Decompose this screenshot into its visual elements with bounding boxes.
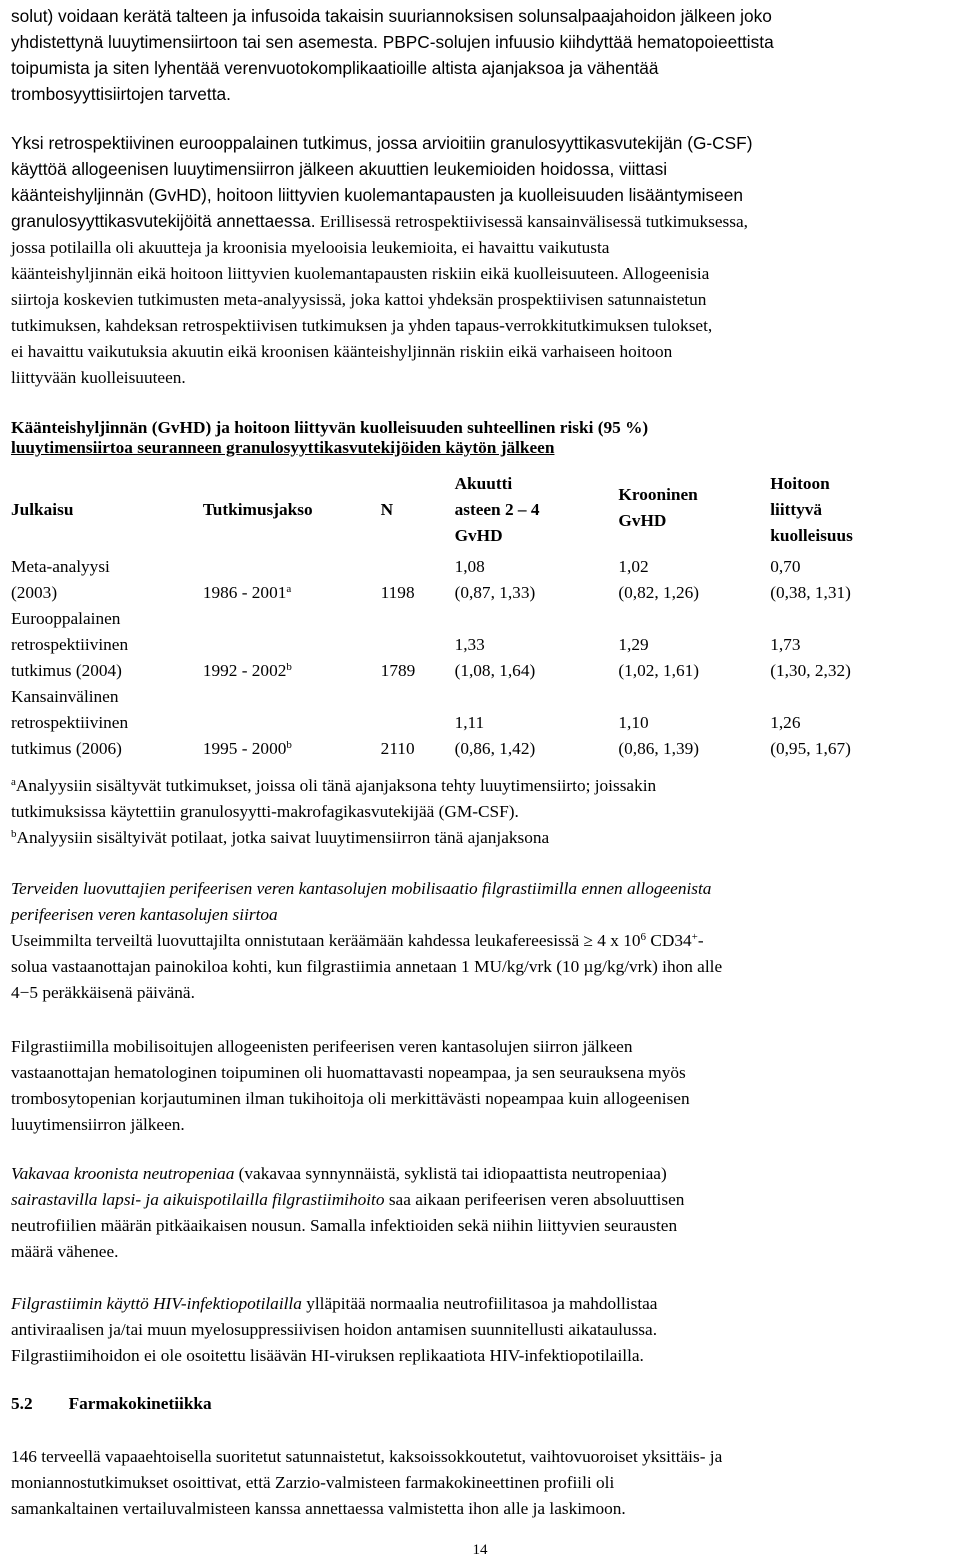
mobilisation-heading: perifeerisen veren kantasolujen siirtoa — [11, 905, 278, 924]
section-number: 5.2 — [11, 1394, 33, 1413]
cell-julkaisu: Eurooppalainen retrospektiivinen tutkimus (2004) — [11, 609, 129, 680]
text-line: trombosyyttisiirtojen tarvetta. — [11, 84, 231, 104]
text-line: antiviraalisen ja/tai muun myelosuppressiivisen hoidon antamisen suunnitellusti aikataulussa. — [11, 1320, 658, 1339]
section-heading — [11, 1394, 212, 1414]
text-line: käyttöä allogeenisen luuytimensiirron jälkeen akuuttien leukemioiden hoidossa, viittasi — [11, 159, 668, 179]
text-line: sairastavilla lapsi- ja aikuispotilailla filgrastiimihoito saa aikaan perifeerisen veren absoluuttisen — [11, 1190, 685, 1209]
text-line: toipumista ja siten lyhentää verenvuotokomplikaatioille altista ajanjaksoa ja vähentää — [11, 58, 659, 78]
table-row — [9, 684, 960, 762]
text-line: määrä vähenee. — [11, 1242, 119, 1261]
text-line: ei havaittu vaikutuksia akuutin eikä kroonisen käänteishyljinnän riskiin eikä varhaiseen hoitoon — [11, 342, 673, 361]
cell-n: 1198 — [380, 583, 415, 602]
text-line: jossa potilailla oli akuutteja ja kroonisia myelooisia leukemioita, ei havaittu vaikutusta — [11, 238, 610, 257]
text-line: 4−5 peräkkäisenä päivänä. — [11, 983, 195, 1002]
text-line: Filgrastiimilla mobilisoitujen allogeenisten perifeerisen veren kantasolujen siirron jälkeen — [11, 1037, 633, 1056]
gvhd-risk-table — [9, 470, 960, 762]
footnote-a: $^a$Analyysiin sisältyvät tutkimukset, joissa oli tänä ajanjaksona tehty luuytimensiirto; joissakin — [11, 776, 657, 795]
cell-julkaisu: Kansainvälinen retrospektiivinen tutkimus (2006) — [11, 687, 129, 758]
text-line: granulosyyttikasvutekijöitä annettaessa. — [11, 211, 316, 231]
table-row — [9, 606, 960, 684]
text-line: käänteishyljinnän eikä hoitoon liittyvien kuolemantapausten riskiin eikä kuolleisuuteen. Allogeenisia — [11, 264, 710, 283]
cell-jakso: 1986 - 2001$^a$ — [202, 583, 292, 602]
cell-akuutti: 1,08 (0,87, 1,33) — [454, 557, 536, 602]
text-line: Filgrastiimin käyttö HIV-infektiopotilailla ylläpitää normaalia neutrofiilitasoa ja mahdollistaa — [11, 1294, 658, 1313]
footnote-b: $^b$Analyysiin sisältyivät potilaat, jotka saivat luuytimensiirron tänä ajanjaksona — [11, 828, 550, 847]
cell-krooninen: 1,29 (1,02, 1,61) — [618, 635, 700, 680]
text-line: moniannostutkimukset osoittivat, että Zarzio-valmisteen farmakokineettinen profiili oli — [11, 1473, 615, 1492]
table-footnotes — [11, 773, 957, 851]
text-line: siirtoja koskevien tutkimusten meta-analyysissä, joka kattoi yhdeksän prospektiivisen satunnaistetun — [11, 290, 707, 309]
footnote-a-cont: tutkimuksissa käytettiin granulosyytti-makrofagikasvutekijää (GM-CSF). — [11, 802, 519, 821]
hiv-paragraph — [11, 1291, 957, 1369]
cell-hoitoon: 0,70 (0,38, 1,31) — [770, 557, 851, 602]
mobilisation-heading: Terveiden luovuttajien perifeerisen veren kantasolujen mobilisaatio filgrastiimilla ennen allogeenista — [11, 879, 712, 898]
cell-jakso: 1992 - 2002$^b$ — [202, 661, 292, 680]
text-line: Yksi retrospektiivinen eurooppalainen tutkimus, jossa arvioitiin granulosyyttikasvutekijän (G-CSF) — [11, 133, 753, 153]
cell-julkaisu: Meta-analyysi (2003) — [11, 557, 110, 602]
text-line: 146 terveellä vapaaehtoisella suoritetut satunnaistetut, kaksoissokkoutetut, vaihtovuoroiset yksittäis- ja — [11, 1447, 723, 1466]
table-header-row — [9, 470, 960, 550]
pharmacokinetics-paragraph — [11, 1444, 957, 1522]
text-line: solut) voidaan kerätä talteen ja infusoida takaisin suuriannoksisen solunsalpaajahoidon jälkeen joko — [11, 6, 772, 26]
header-krooninen-gvhd: Krooninen GvHD — [618, 485, 698, 530]
text-line: Vakavaa kroonista neutropeniaa (vakavaa synnynnäistä, syklistä tai idiopaattista neutropeniaa) — [11, 1164, 667, 1183]
text-line: samankaltainen vertailuvalmisteen kanssa annettaessa valmistetta ihon alle ja laskimoon. — [11, 1499, 626, 1518]
neutropenia-paragraph — [11, 1161, 957, 1265]
text-line: tutkimuksen, kahdeksan retrospektiivisen tutkimuksen ja yhden tapaus-verrokkitutkimuksen tulokset, — [11, 316, 713, 335]
cell-akuutti: 1,11 (0,86, 1,42) — [454, 713, 536, 758]
cell-hoitoon: 1,26 (0,95, 1,67) — [770, 713, 851, 758]
text-line: luuytimensiirron jälkeen. — [11, 1115, 185, 1134]
intro-paragraph — [11, 3, 957, 107]
page-number: 14 — [472, 1542, 488, 1558]
cell-krooninen: 1,02 (0,82, 1,26) — [618, 557, 700, 602]
header-akuutti-gvhd: Akuutti asteen 2 – 4 GvHD — [454, 474, 540, 545]
header-n: N — [380, 500, 394, 519]
recovery-paragraph — [11, 1034, 957, 1138]
text-line: vastaanottajan hematologinen toipuminen oli huomattavasti nopeampaa, ja sen seurauksena myös — [11, 1063, 686, 1082]
text-line: Useimmilta terveiltä luovuttajilta onnistutaan keräämään kahdessa leukafereesissä ≥ 4 x $10^6$ CD34+- — [11, 931, 704, 950]
cell-n: 1789 — [380, 661, 416, 680]
table-row — [9, 550, 960, 606]
cell-krooninen: 1,10 (0,86, 1,39) — [618, 713, 700, 758]
text-line: Filgrastiimihoidon ei ole osoitettu lisäävän HI-viruksen replikaatiota HIV-infektiopotilailla. — [11, 1346, 644, 1365]
section-title: Farmakokinetiikka — [68, 1394, 212, 1413]
header-hoitoon-liittyva-kuolleisuus: Hoitoon liittyvä kuolleisuus — [770, 474, 853, 545]
text-line: neutrofiilien määrän pitkäaikaisen nousun. Samalla infektioiden sekä niihin liittyvien seurausten — [11, 1216, 678, 1235]
text-line: trombosytopenian korjautuminen ilman tukihoitoja oli merkittävästi nopeampaa kuin allogeenisen — [11, 1089, 690, 1108]
mobilisation-paragraph — [11, 876, 957, 1006]
text-line: Erillisessä retrospektiivisessä kansainvälisessä tutkimuksessa, — [319, 212, 748, 231]
cell-jakso: 1995 - 2000$^b$ — [202, 739, 292, 758]
table-title-line: luuytimensiirtoa seuranneen granulosyyttikasvutekijöiden käytön jälkeen — [11, 438, 555, 457]
cell-akuutti: 1,33 (1,08, 1,64) — [454, 635, 536, 680]
header-julkaisu: Julkaisu — [11, 500, 74, 519]
header-tutkimusjakso: Tutkimusjakso — [202, 500, 313, 519]
table-title — [11, 418, 648, 458]
table-title-line: Käänteishyljinnän (GvHD) ja hoitoon liittyvän kuolleisuuden suhteellinen riski (95 %) — [11, 418, 649, 437]
text-line: yhdistettynä luuytimensiirtoon tai sen asemesta. PBPC-solujen infuusio kiihdyttää hematopoieettista — [11, 32, 774, 52]
gcsf-paragraph — [11, 130, 957, 391]
text-line: solua vastaanottajan painokiloa kohti, kun filgrastiimia annetaan 1 MU/kg/vrk (10 µg/kg/vrk) ihon alle — [11, 957, 723, 976]
text-line: käänteishyljinnän (GvHD), hoitoon liittyvien kuolemantapausten ja kuolleisuuden lisääntymiseen — [11, 185, 743, 205]
cell-hoitoon: 1,73 (1,30, 2,32) — [770, 635, 851, 680]
cell-n: 2110 — [380, 739, 415, 758]
text-line: liittyvään kuolleisuuteen. — [11, 368, 186, 387]
